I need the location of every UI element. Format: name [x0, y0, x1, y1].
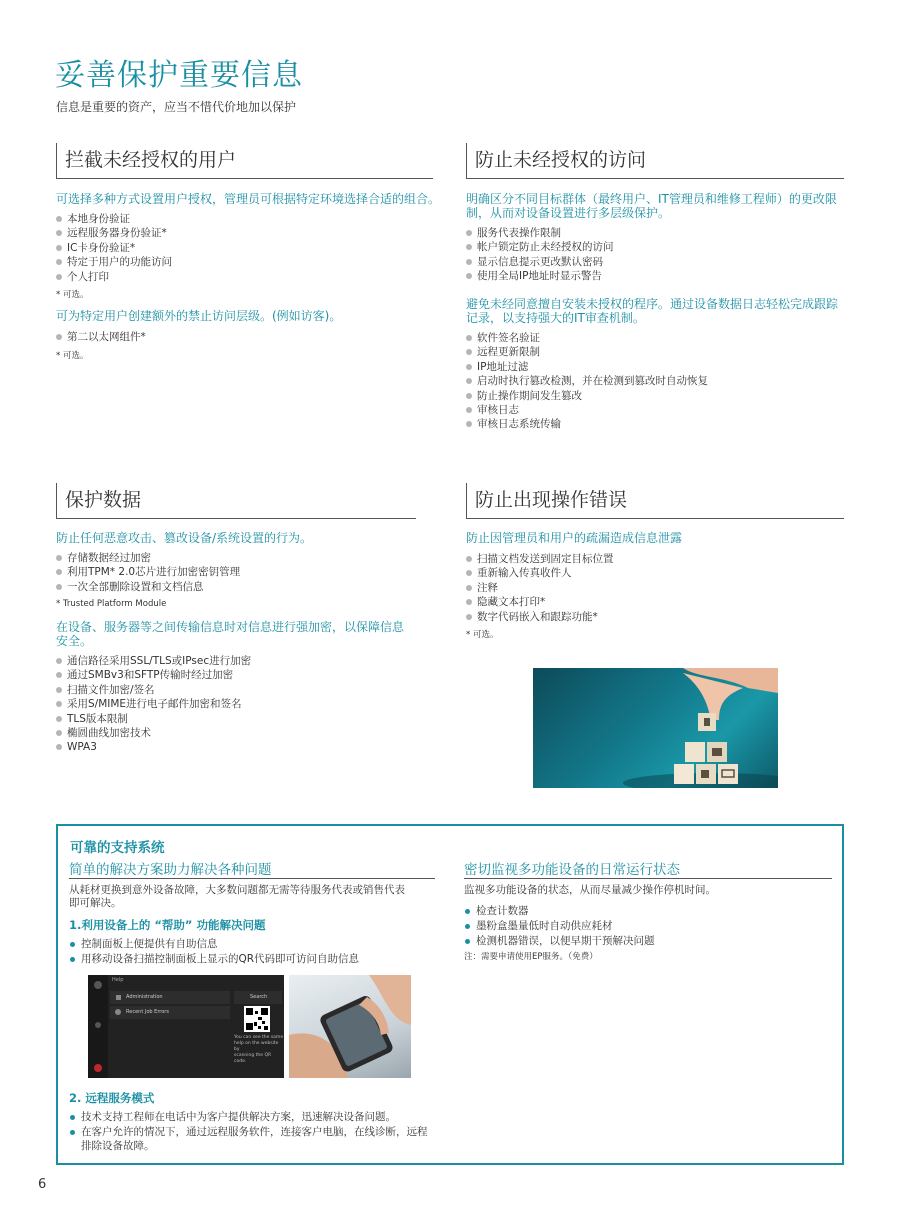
- bullet-list: [56, 654, 251, 755]
- page-title: 妥善保护重要信息: [55, 58, 303, 93]
- section-title: 防止出现操作错误: [475, 489, 628, 511]
- support-right-intro: 监视多功能设备的状态，从而尽量减少操作停机时间。: [464, 884, 716, 896]
- divider: [69, 878, 435, 879]
- bullet-list: [56, 212, 172, 284]
- list-item: 审核日志系统传输: [466, 417, 708, 431]
- divider: [464, 878, 832, 879]
- list-item: 个人打印: [56, 270, 172, 284]
- list-item: 存储数据经过加密: [56, 551, 240, 565]
- list-item: 特定于用户的功能访问: [56, 255, 172, 269]
- support-right-subtitle: 密切监视多功能设备的日常运行状态: [464, 862, 680, 878]
- section-title: 防止未经授权的访问: [475, 149, 647, 171]
- support-title: 可靠的支持系统: [70, 840, 165, 856]
- section-title: 保护数据: [65, 489, 142, 511]
- list-item: 墨粉盒墨量低时自动供应耗材: [464, 919, 655, 934]
- list-item: 检查计数器: [464, 904, 655, 919]
- page-number: 6: [38, 1177, 47, 1192]
- section-lead-line: 安全。: [56, 634, 93, 648]
- list-item: 在客户允许的情况下，通过远程服务软件，连接客户电脑，在线诊断，远程: [69, 1125, 428, 1140]
- list-item: 帐户锁定防止未经授权的访问: [466, 240, 614, 254]
- help-search-label: Search: [250, 994, 268, 1000]
- footnote: * Trusted Platform Module: [56, 599, 167, 609]
- security-cubes-photo: [533, 668, 778, 788]
- section-lead-line: 在设备、服务器等之间传输信息时对信息进行强加密，以保障信息: [56, 620, 405, 634]
- list-item: 显示信息提示更改默认密码: [466, 255, 614, 269]
- list-item: 控制面板上便提供有自助信息: [69, 937, 359, 952]
- list-item: 启动时执行篡改检测，并在检测到篡改时自动恢复: [466, 374, 708, 388]
- list-item: 技术支持工程师在电话中为客户提供解决方案，迅速解决设备问题。: [69, 1110, 428, 1125]
- support-left-subtitle: 简单的解决方案助力解决各种问题: [69, 862, 272, 878]
- list-item: 审核日志: [466, 403, 708, 417]
- control-panel-screenshot: [88, 975, 284, 1078]
- support-heading-remote: 2. 远程服务模式: [69, 1091, 155, 1105]
- bullet-list: [69, 1110, 428, 1140]
- section-lead: 防止任何恶意攻击、篡改设备/系统设置的行为。: [56, 531, 313, 545]
- caption-line: scanning the QR code.: [234, 1053, 272, 1064]
- smartphone-photo: [289, 975, 411, 1078]
- list-item: 远程更新限制: [466, 345, 708, 359]
- section-lead: 可选择多种方式设置用户授权，管理员可根据特定环境选择合适的组合。: [56, 192, 441, 206]
- help-qr-caption: [234, 1035, 284, 1065]
- list-item: 检测机器错误，以便早期干预解决问题: [464, 934, 655, 949]
- list-item: 本地身份验证: [56, 212, 172, 226]
- list-item-continuation: 排除设备故障。: [81, 1140, 155, 1152]
- list-item: 使用全局IP地址时显示警告: [466, 269, 614, 283]
- section-lead: 可为特定用户创建额外的禁止访问层级。(例如访客)。: [56, 309, 342, 323]
- support-left-intro-line: 即可解决。: [69, 897, 122, 909]
- bullet-list: [464, 904, 655, 949]
- help-menu-item-errors: Recent Job Errors: [126, 1009, 169, 1015]
- support-left-intro-line: 从耗材更换到意外设备故障，大多数问题都无需等待服务代表或销售代表: [69, 884, 405, 896]
- bullet-list: [56, 551, 240, 594]
- section-title: 拦截未经授权的用户: [65, 149, 237, 171]
- bullet-list: [466, 331, 708, 432]
- section-heading-block-users: [56, 143, 433, 179]
- cubes-illustration-icon: [533, 668, 778, 788]
- list-item: IP地址过滤: [466, 360, 708, 374]
- list-item: TLS版本限制: [56, 712, 251, 726]
- caption-line: You can see the same: [234, 1035, 284, 1040]
- list-item: 远程服务器身份验证*: [56, 226, 172, 240]
- section-lead-line: 明确区分不同目标群体（最终用户、IT管理员和维修工程师）的更改限: [466, 192, 837, 206]
- footnote: * 可选。: [466, 630, 499, 640]
- list-item: 注释: [466, 581, 614, 595]
- list-item: 防止操作期间发生篡改: [466, 389, 708, 403]
- list-item: 一次全部删除设置和文档信息: [56, 580, 240, 594]
- list-item: 数字代码嵌入和跟踪功能*: [466, 610, 614, 624]
- list-item: 用移动设备扫描控制面板上显示的QR代码即可访问自助信息: [69, 952, 359, 967]
- list-item: 通过SMBv3和SFTP传输时经过加密: [56, 668, 251, 682]
- section-heading-unauthorized-access: [466, 143, 844, 179]
- footnote: * 可选。: [56, 351, 89, 361]
- caption-line: help on the website by: [234, 1041, 279, 1052]
- support-heading-help: 1.利用设备上的 “帮助” 功能解决问题: [69, 918, 266, 932]
- list-item: 利用TPM* 2.0芯片进行加密密钥管理: [56, 565, 240, 579]
- list-item: 重新输入传真收件人: [466, 566, 614, 580]
- list-item: 第二以太网组件*: [56, 330, 146, 344]
- list-item: 隐藏文本打印*: [466, 595, 614, 609]
- section-heading-protect-data: [56, 483, 416, 519]
- list-item: 软件签名验证: [466, 331, 708, 345]
- bullet-list: [466, 226, 614, 284]
- section-lead: 防止因管理员和用户的疏漏造成信息泄露: [466, 531, 683, 545]
- footnote: * 可选。: [56, 290, 89, 300]
- help-screen-header: Help: [112, 977, 124, 983]
- page-subtitle: 信息是重要的资产，应当不惜代价地加以保护: [56, 100, 297, 114]
- list-item: 扫描文件加密/签名: [56, 683, 251, 697]
- list-item: 扫描文档发送到固定目标位置: [466, 552, 614, 566]
- help-menu-item-administration: Administration: [126, 994, 163, 1000]
- section-heading-operation-errors: [466, 483, 844, 519]
- list-item: IC卡身份验证*: [56, 241, 172, 255]
- phone-in-hands-icon: [289, 975, 411, 1078]
- list-item: WPA3: [56, 740, 251, 754]
- section-lead-line: 记录，以支持强大的IT审查机制。: [466, 311, 645, 325]
- section-lead-line: 避免未经同意擅自安装未授权的程序。通过设备数据日志轻松完成跟踪: [466, 297, 839, 311]
- list-item: 椭圆曲线加密技术: [56, 726, 251, 740]
- list-item: 采用S/MIME进行电子邮件加密和签名: [56, 697, 251, 711]
- bullet-list: [466, 552, 614, 624]
- section-lead-line: 制，从而对设备设置进行多层级保护。: [466, 206, 671, 220]
- bullet-list: [69, 937, 359, 967]
- bullet-list: [56, 330, 146, 344]
- list-item: 通信路径采用SSL/TLS或IPsec进行加密: [56, 654, 251, 668]
- support-right-note: 注：需要申请使用EP服务。（免费）: [464, 952, 598, 962]
- list-item: 服务代表操作限制: [466, 226, 614, 240]
